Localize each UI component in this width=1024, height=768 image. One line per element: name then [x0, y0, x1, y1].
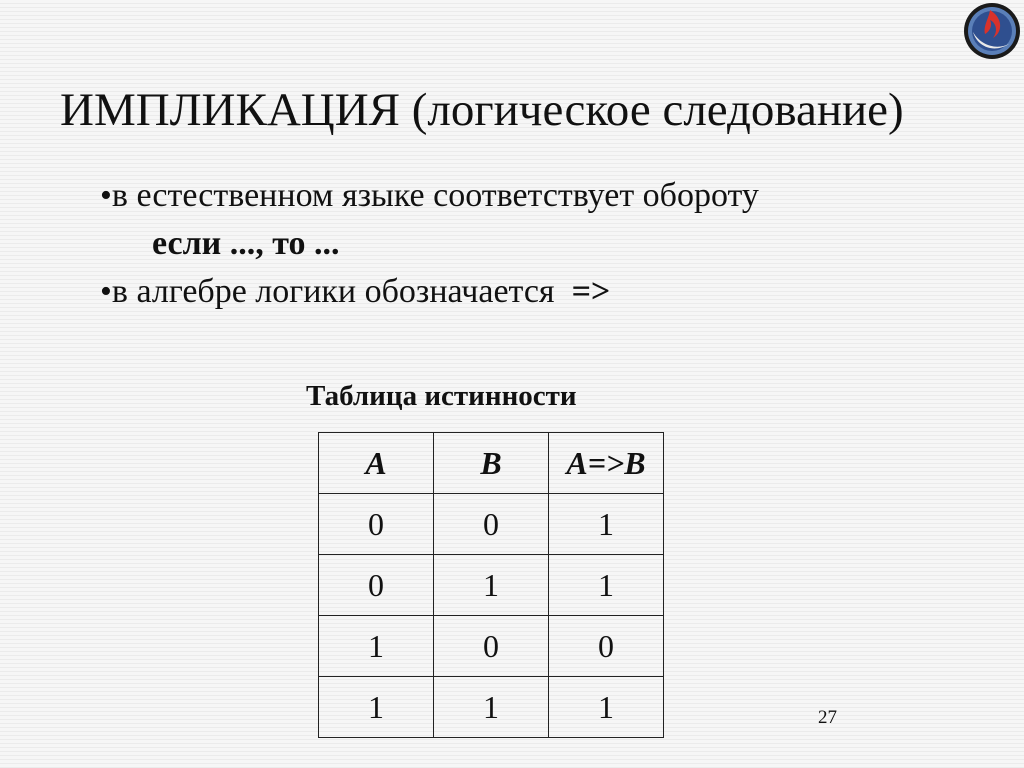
table-cell: 1 — [549, 494, 664, 555]
table-cell: 1 — [319, 677, 434, 738]
table-cell: 1 — [549, 677, 664, 738]
table-cell: 0 — [434, 616, 549, 677]
table-cell: 0 — [549, 616, 664, 677]
table-cell: 0 — [434, 494, 549, 555]
logo-emblem-icon — [963, 2, 1021, 60]
bullet-text: в алгебре логики обозначается — [111, 273, 555, 310]
table-row — [319, 616, 664, 677]
header-b: B — [434, 433, 549, 494]
table-cell: 1 — [434, 555, 549, 616]
table-row — [319, 494, 664, 555]
table-row — [319, 555, 664, 616]
bullet-phrase-if-then: если ..., то ... — [152, 225, 340, 262]
slide-title: ИМПЛИКАЦИЯ (логическое следование) — [60, 84, 904, 136]
table-row — [319, 677, 664, 738]
page-number: 27 — [818, 707, 837, 728]
table-cell: 1 — [549, 555, 664, 616]
table-cell: 1 — [434, 677, 549, 738]
implication-symbol: => — [571, 273, 611, 310]
header-a: A — [319, 433, 434, 494]
truth-table — [318, 432, 664, 738]
bullet-marker: • — [100, 177, 112, 214]
table-cell: 1 — [319, 616, 434, 677]
table-header-row — [319, 433, 664, 494]
bullet-logic-notation — [100, 272, 610, 312]
header-a-implies-b: A=>B — [549, 433, 664, 494]
bullet-text: в естественном языке соответствует обороту — [111, 177, 759, 214]
bullet-marker: • — [100, 273, 112, 310]
bullet-natural-language — [100, 176, 759, 216]
table-caption: Таблица истинности — [306, 380, 577, 412]
table-cell: 0 — [319, 555, 434, 616]
table-cell: 0 — [319, 494, 434, 555]
